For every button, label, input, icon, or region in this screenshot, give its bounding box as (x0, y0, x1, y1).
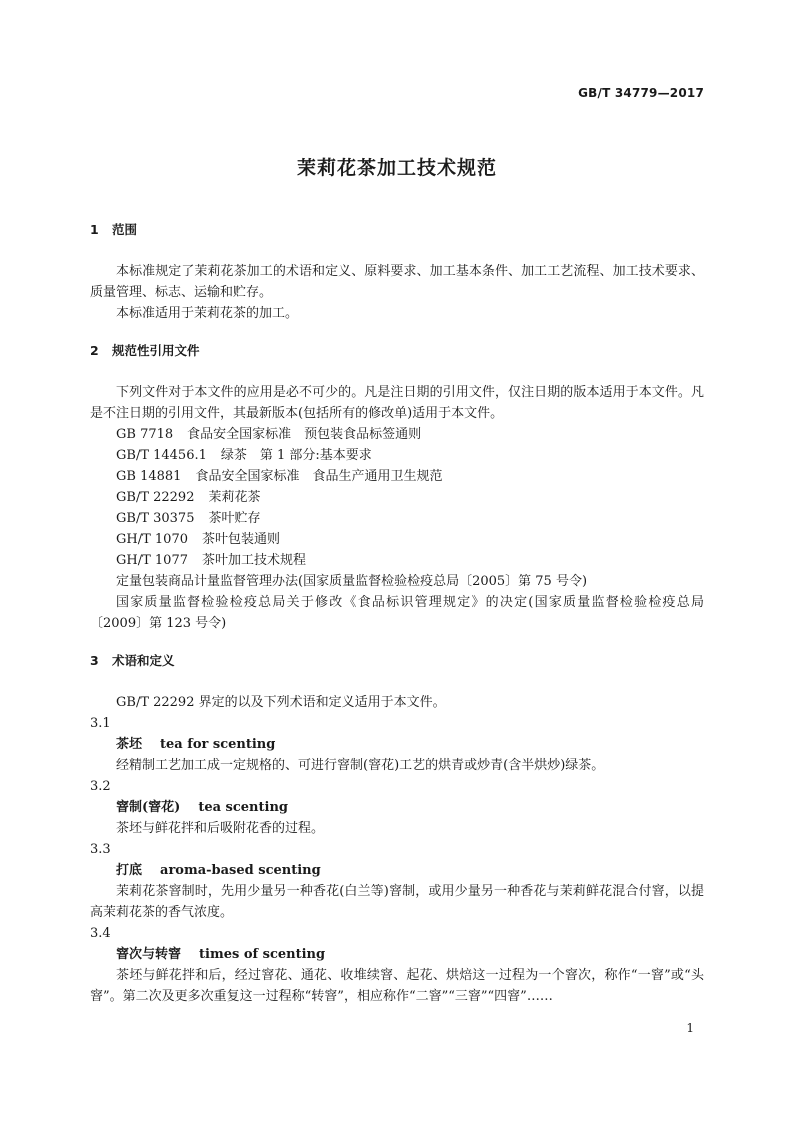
document-body (90, 220, 704, 1007)
section-title: 范围 (112, 222, 138, 237)
reference-code: GB/T 14456.1 (116, 448, 207, 463)
paragraph: 本标准规定了茉莉花茶加工的术语和定义、原料要求、加工基本条件、加工工艺流程、加工技术要求、质量管理、标志、运输和贮存。 (90, 264, 704, 300)
reference-title: 茉莉花茶 (208, 490, 261, 505)
reference-code: GB 7718 (116, 427, 174, 442)
paragraph: 本标准适用于茉莉花茶的加工。 (116, 306, 299, 321)
term-definition: 经精制工艺加工成一定规格的、可进行窨制(窨花)工艺的烘青或炒青(含半烘炒)绿茶。 (116, 758, 605, 773)
reference-item (90, 466, 704, 487)
term-definition: 茶坯与鲜花拌和后，经过窨花、通花、收堆续窨、起花、烘焙这一过程为一个窨次，称作“一窨”或“头窨”。第二次及更多次重复这一过程称“转窨”，相应称作“二窨”“三窨”“四窨”…… (90, 968, 704, 1004)
reference-item (90, 487, 704, 508)
reference-item (90, 550, 704, 571)
term-name-cn: 茶坯 (116, 737, 143, 752)
section-title: 规范性引用文件 (112, 343, 200, 358)
section-number: 3 (90, 653, 99, 668)
reference-title: 茶叶包装通则 (202, 532, 281, 547)
reference-item (90, 529, 704, 550)
section-number: 1 (90, 222, 99, 237)
term-name-en: tea scenting (198, 800, 288, 815)
reference-regulation: 国家质量监督检验检疫总局关于修改《食品标识管理规定》的决定(国家质量监督检验检疫总局〔2009〕第 123 号令) (90, 595, 704, 631)
reference-code: GB/T 30375 (116, 511, 195, 526)
section-title: 术语和定义 (112, 653, 175, 668)
reference-title: 食品安全国家标准 食品生产通用卫生规范 (195, 469, 443, 484)
term-definition: 茉莉花茶窨制时，先用少量另一种香花(白兰等)窨制，或用少量另一种香花与茉莉鲜花混合付窨，以提高茉莉花茶的香气浓度。 (90, 884, 704, 920)
reference-code: GB 14881 (116, 469, 182, 484)
reference-item (90, 445, 704, 466)
term-number: 3.4 (90, 926, 111, 941)
term-name (90, 860, 704, 881)
term-name-en: tea for scenting (160, 737, 276, 752)
reference-code: GB/T 22292 (116, 490, 195, 505)
reference-code: GH/T 1077 (116, 553, 188, 568)
term-number: 3.3 (90, 842, 111, 857)
paragraph: 下列文件对于本文件的应用是必不可少的。凡是注日期的引用文件，仅注日期的版本适用于本文件。凡是不注日期的引用文件，其最新版本(包括所有的修改单)适用于本文件。 (90, 385, 704, 421)
section-number: 2 (90, 343, 99, 358)
term-name (90, 734, 704, 755)
reference-title: 绿茶 第 1 部分:基本要求 (220, 448, 372, 463)
paragraph: GB/T 22292 界定的以及下列术语和定义适用于本文件。 (116, 695, 446, 710)
term-name (90, 797, 704, 818)
term-name-cn: 打底 (116, 863, 143, 878)
section-heading-terms-definitions (90, 651, 704, 671)
term-name-en: aroma-based scenting (160, 863, 321, 878)
term-name (90, 944, 704, 965)
page-number: 1 (686, 1021, 694, 1035)
reference-item (90, 508, 704, 529)
section-heading-scope (90, 220, 704, 240)
reference-title: 茶叶加工技术规程 (202, 553, 307, 568)
reference-title: 食品安全国家标准 预包装食品标签通则 (187, 427, 422, 442)
term-name-cn: 窨次与转窨 (116, 947, 182, 962)
term-number: 3.2 (90, 779, 111, 794)
term-name-cn: 窨制(窨花) (116, 800, 181, 815)
term-name-en: times of scenting (199, 947, 326, 962)
reference-regulation: 定量包装商品计量监督管理办法(国家质量监督检验检疫总局〔2005〕第 75 号令) (116, 574, 588, 589)
reference-item (90, 424, 704, 445)
reference-code: GH/T 1070 (116, 532, 188, 547)
standard-code: GB/T 34779—2017 (578, 86, 704, 100)
reference-title: 茶叶贮存 (208, 511, 261, 526)
term-definition: 茶坯与鲜花拌和后吸附花香的过程。 (116, 821, 325, 836)
document-title: 茉莉花茶加工技术规范 (296, 157, 497, 179)
section-heading-normative-references (90, 341, 704, 361)
term-number: 3.1 (90, 716, 111, 731)
